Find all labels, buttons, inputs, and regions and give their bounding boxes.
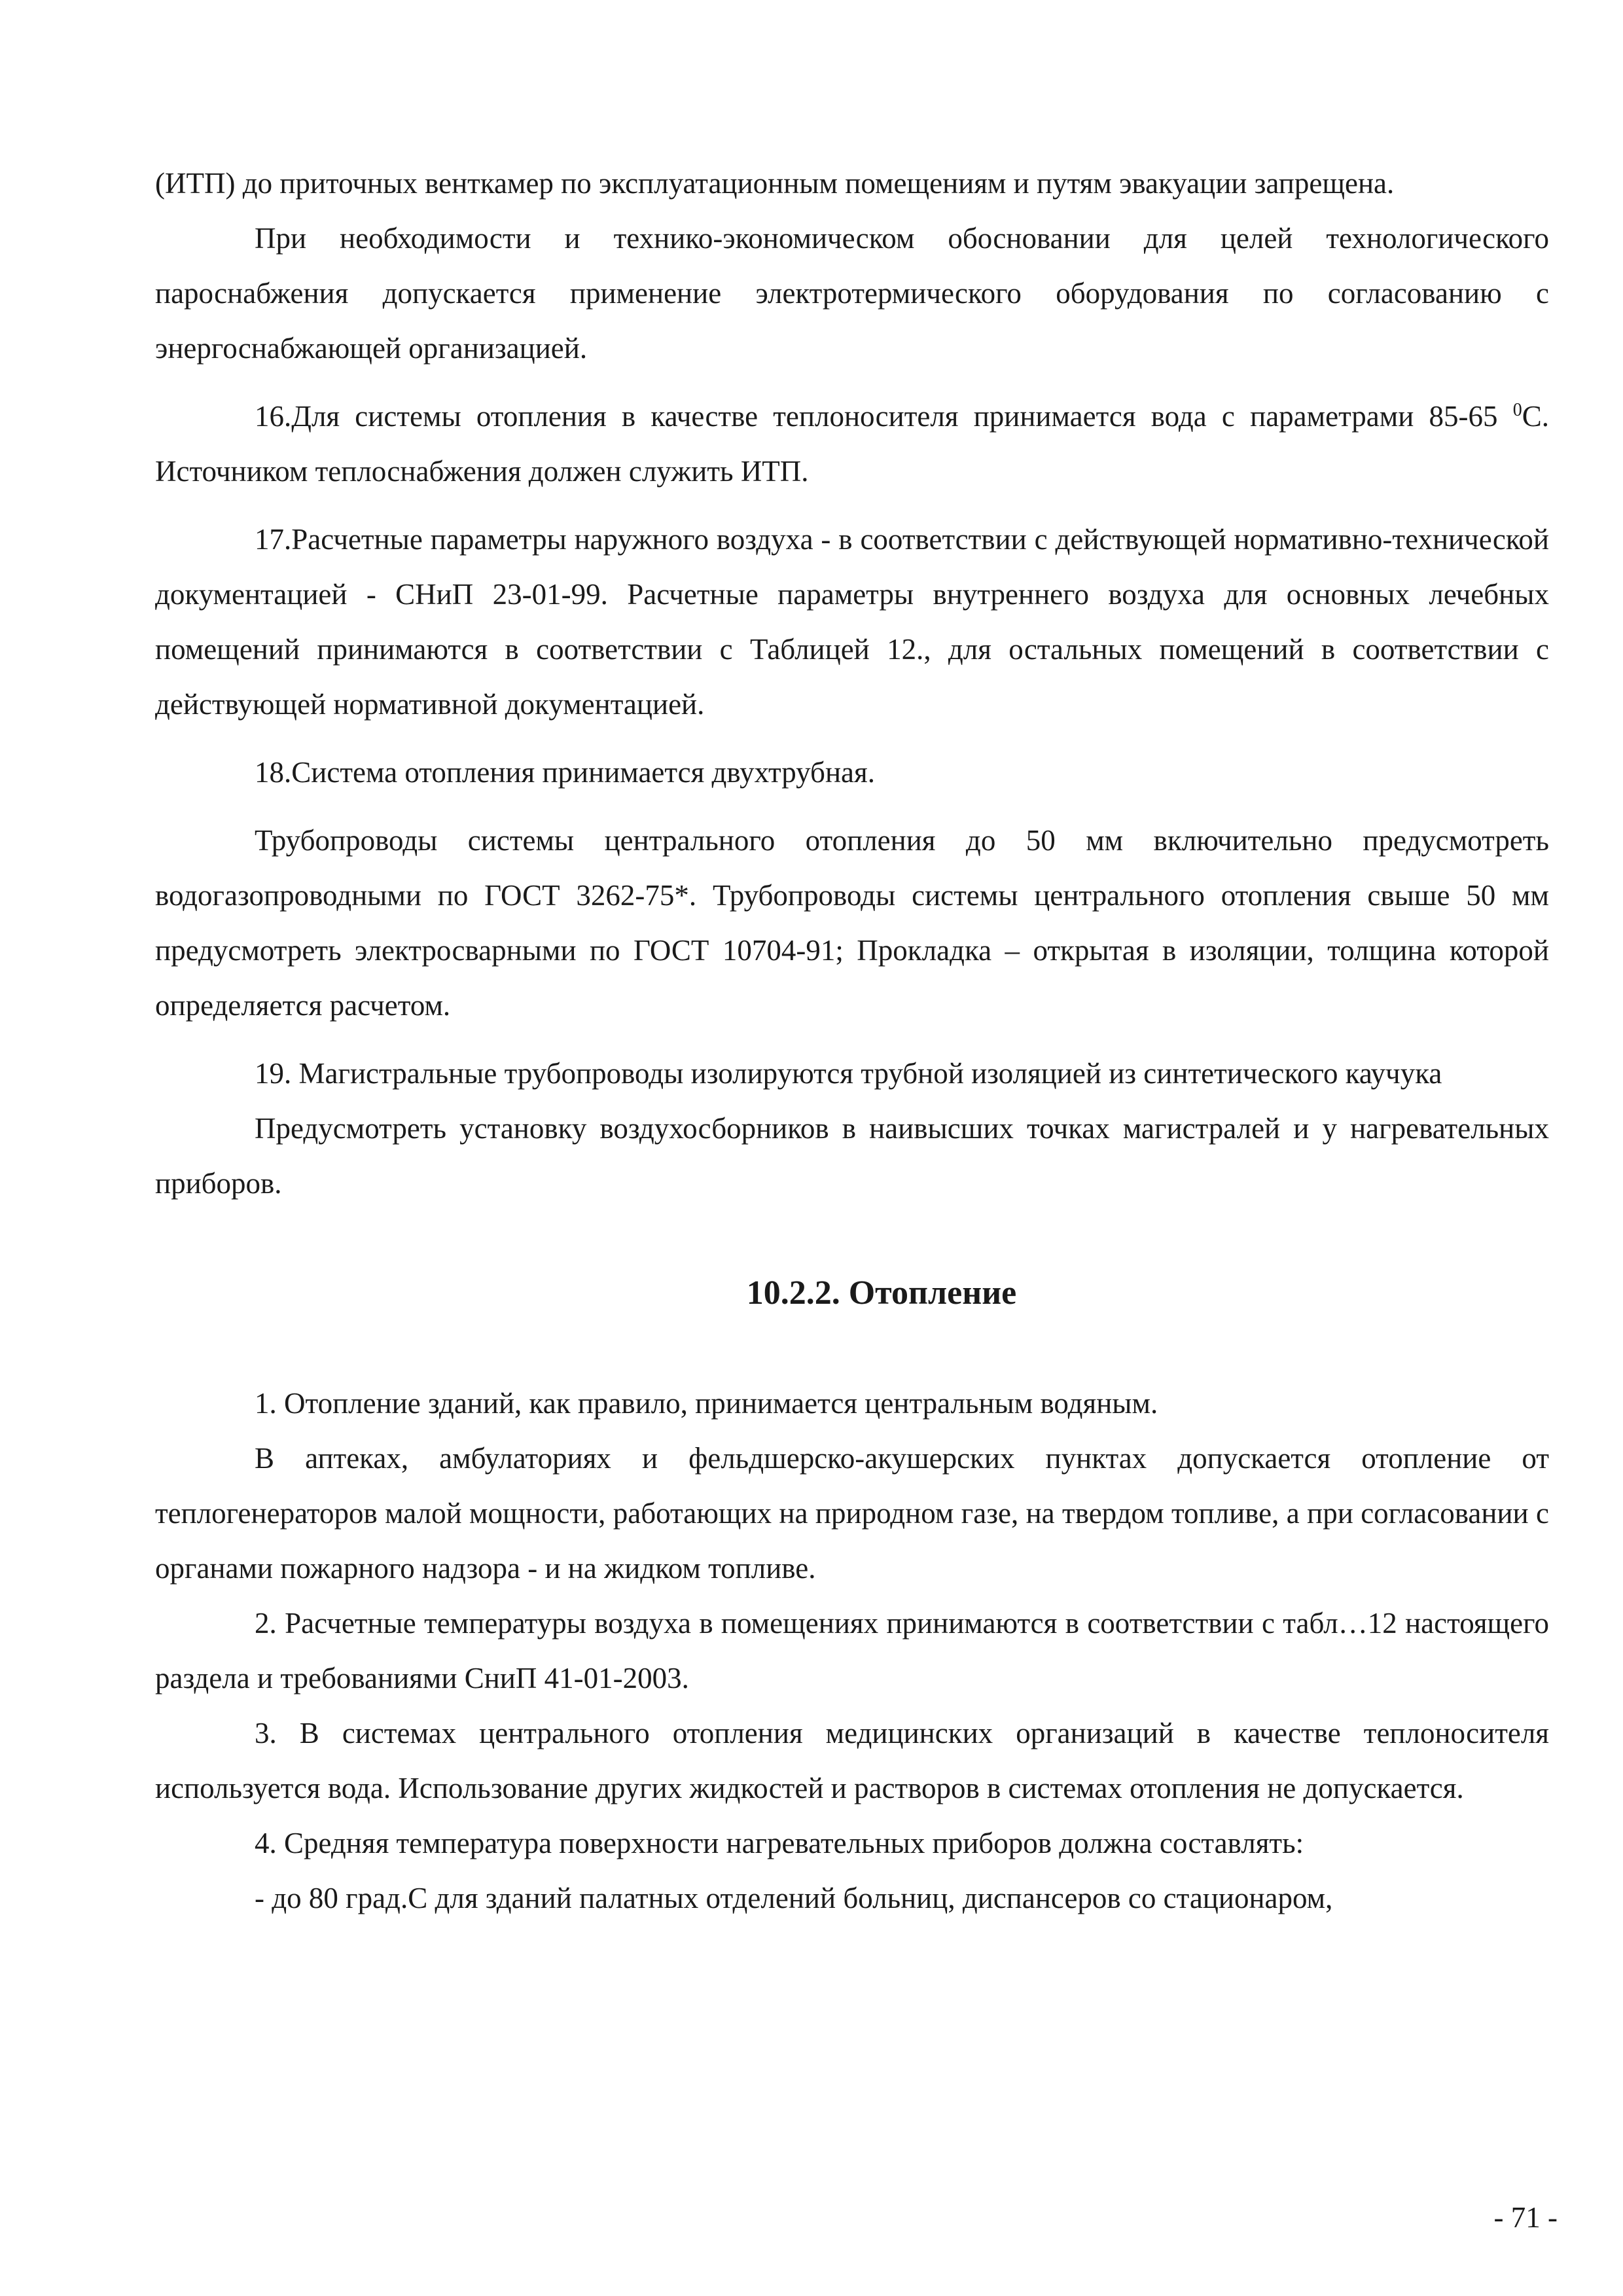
section-heading: 10.2.2. Отопление bbox=[746, 1274, 1017, 1312]
item-16-text-a: 16.Для системы отопления в качестве теплоносителя принимается вода с параметрами 85-65 bbox=[255, 400, 1513, 433]
paragraph-heating-4: 4. Средняя температура поверхности нагревательных приборов должна составлять: bbox=[255, 1827, 1304, 1859]
paragraph-steam-supply: При необходимости и технико-экономическом обосновании для целей технологического пароснабжения допускается применение электротермического оборудования по согласованию с энергоснабжающей организацией. bbox=[155, 222, 1549, 365]
paragraph-heating-2: 2. Расчетные температуры воздуха в помещениях принимаются в соответствии с табл…12 настоящего раздела и требованиями СниП 41-01-2003. bbox=[155, 1607, 1549, 1695]
document-page bbox=[155, 156, 1549, 1926]
paragraph-item-18: 18.Система отопления принимается двухтрубная. bbox=[255, 756, 875, 789]
paragraph-item-17: 17.Расчетные параметры наружного воздуха - в соответствии с действующей нормативно-технической документацией - СНиП 23-01-99. Расчетные параметры внутреннего воздуха для основных лечебных помещений принимаются в соответствии с Таблицей 12., для остальных помещений в соответствии с действующей нормативной документацией. bbox=[155, 523, 1549, 721]
paragraph-heating-4-dash: - до 80 град.С для зданий палатных отделений больниц, диспансеров со стационаром, bbox=[255, 1882, 1333, 1914]
paragraph-heating-3: 3. В системах центрального отопления медицинских организаций в качестве теплоносителя используется вода. Использование других жидкостей и растворов в системах отопления не допускается. bbox=[155, 1717, 1549, 1804]
paragraph-item-19: 19. Магистральные трубопроводы изолируются трубной изоляцией из синтетического каучука bbox=[255, 1057, 1442, 1090]
paragraph-pharmacies: В аптеках, амбулаториях и фельдшерско-акушерских пунктах допускается отопление от теплогенераторов малой мощности, работающих на природном газе, на твердом топливе, а при согласовании с органами пожарного надзора - и на жидком топливе. bbox=[155, 1442, 1549, 1585]
degree-superscript: 0 bbox=[1512, 400, 1522, 420]
paragraph-heating-1: 1. Отопление зданий, как правило, принимается центральным водяным. bbox=[255, 1387, 1158, 1420]
paragraph-item-16 bbox=[155, 389, 1549, 499]
paragraph-air-collectors: Предусмотреть установку воздухосборников в наивысших точках магистралей и у нагревательных приборов. bbox=[155, 1112, 1549, 1200]
page-number: - 71 - bbox=[1493, 2201, 1558, 2234]
item-16-text-b: С. Источником теплоснабжения должен служить ИТП. bbox=[155, 400, 1549, 488]
paragraph-itp-continuation: (ИТП) до приточных венткамер по эксплуатационным помещениям и путям эвакуации запрещена. bbox=[155, 167, 1395, 200]
paragraph-pipelines: Трубопроводы системы центрального отопления до 50 мм включительно предусмотреть водогазопроводными по ГОСТ 3262-75*. Трубопроводы системы центрального отопления свыше 50 мм предусмотреть электросварными по ГОСТ 10704-91; Прокладка – открытая в изоляции, толщина которой определяется расчетом. bbox=[155, 824, 1549, 1022]
